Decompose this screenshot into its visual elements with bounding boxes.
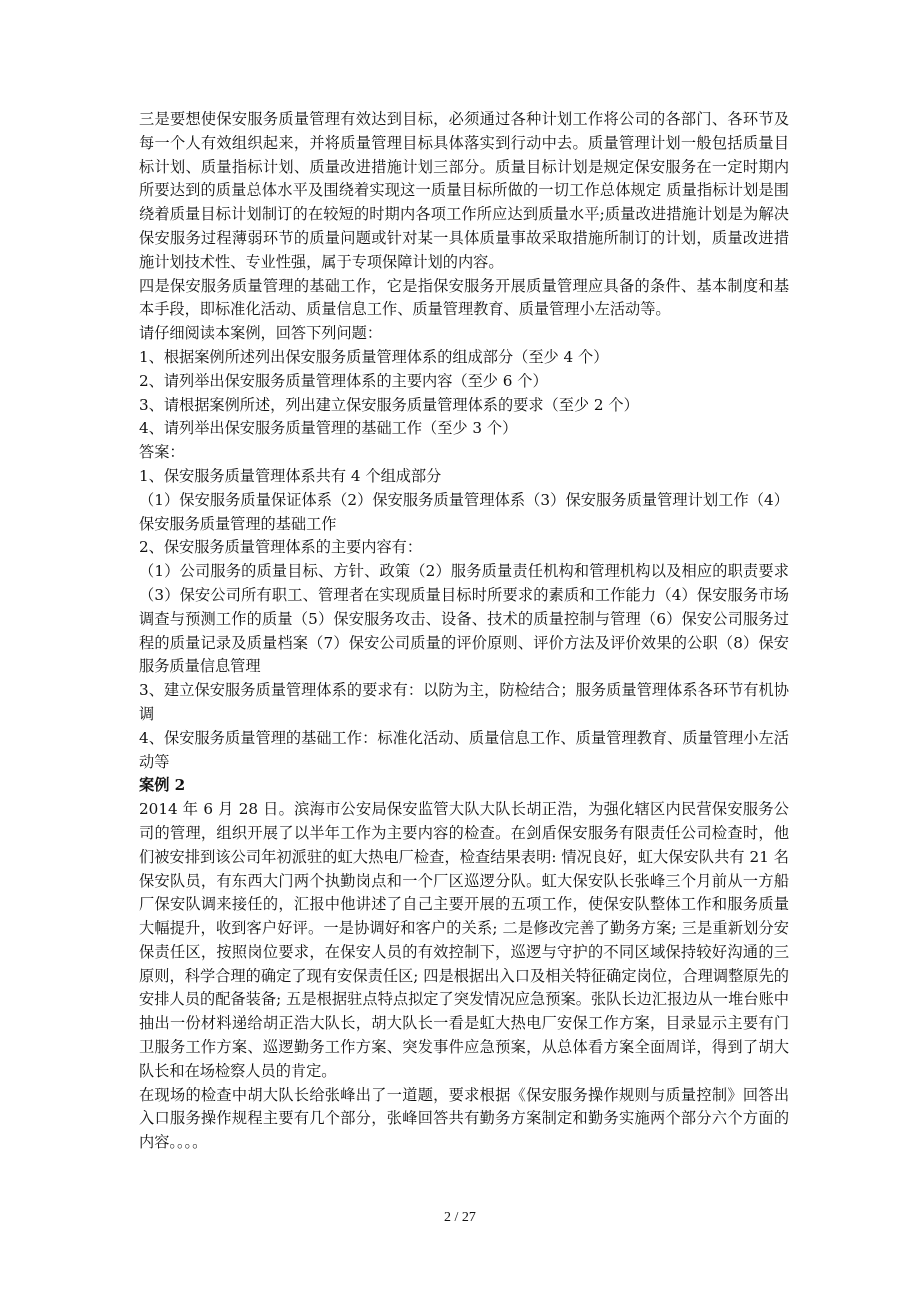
page-number: 2 / 27: [444, 1210, 476, 1225]
paragraph: 2014 年 6 月 28 日。滨海市公安局保安监管大队大队长胡正浩，为强化辖区内民营保安服务公司的管理，组织开展了以半年工作为主要内容的检查。在剑盾保安服务有限责任公司检查时，他们被安排到该公司年初派驻的虹大热电厂检查，检查结果表明: 情况良好，虹大保安队共有 21 名保安队员，有东西大门两个执勤岗点和一个厂区巡逻分队。虹大保安队长张峰三个月前从一方船厂保安队调来接任的，汇报中他讲述了自己主要开展的五项工作，使保安队整体工作和服务质量大幅提升，收到客户好评。一是协调好和客户的关系; 二是修改完善了勤务方案; 三是重新划分安保责任区，按照岗位要求，在保安人员的有效控制下，巡逻与守护的不同区域保持较好沟通的三原则，科学合理的确定了现有安保责任区; 四是根据出入口及相关特征确定岗位，合理调整原先的安排人员的配备装备; 五是根据驻点特点拟定了突发情况应急预案。张队长边汇报边从一堆台账中抽出一份材料递给胡正浩大队长，胡大队长一看是虹大热电厂安保工作方案，目录显示主要有门卫服务工作方案、巡逻勤务工作方案、突发事件应急预案，从总体看方案全面周详，得到了胡大队长和在场检察人员的肯定。: [139, 800, 789, 1080]
paragraph: 请仔细阅读本案例，回答下列问题：: [139, 324, 382, 343]
paragraph: 在现场的检查中胡大队长给张峰出了一道题，要求根据《保安服务操作规则与质量控制》回答出入口服务操作规程主要有几个部分，张峰回答共有勤务方案制定和勤务实施两个部分六个方面的内容。。。。: [139, 1085, 789, 1152]
answer-item: 2、保安服务质量管理体系的主要内容有：: [139, 538, 423, 557]
question-item: 3、请根据案例所述，列出建立保安服务质量管理体系的要求（至少 2 个）: [139, 395, 639, 414]
question-item: 1、根据案例所述列出保安服务质量管理体系的组成部分（至少 4 个）: [139, 347, 609, 366]
question-item: 4、请列举出保安服务质量管理的基础工作（至少 3 个）: [139, 419, 518, 438]
document-body: [139, 108, 789, 1155]
answer-item: （1）保安服务质量保证体系（2）保安服务质量管理体系（3）保安服务质量管理计划工作（4）保安服务质量管理的基础工作: [139, 490, 789, 533]
question-item: 2、请列举出保安服务质量管理体系的主要内容（至少 6 个）: [139, 371, 548, 390]
paragraph: 三是要想使保安服务质量管理有效达到目标，必须通过各种计划工作将公司的各部门、各环节及每一个人有效组织起来，并将质量管理目标具体落实到行动中去。质量管理计划一般包括质量目标计划、质量指标计划、质量改进措施计划三部分。质量目标计划是规定保安服务在一定时期内所要达到的质量总体水平及围绕着实现这一质量目标所做的一切工作总体规定 质量指标计划是围绕着质量目标计划制订的在较短的时期内各项工作所应达到质量水平;质量改进措施计划是为解决保安服务过程薄弱环节的质量问题或针对某一具体质量事故采取措施所制订的计划，质量改进措施计划技术性、专业性强，属于专项保障计划的内容。: [139, 110, 789, 271]
answer-item: 4、保安服务质量管理的基础工作：标准化活动、质量信息工作、质量管理教育、质量管理小左活动等: [139, 728, 789, 771]
answer-item: 1、保安服务质量管理体系共有 4 个组成部分: [139, 466, 442, 485]
answer-item: 3、建立保安服务质量管理体系的要求有：以防为主，防检结合；服务质量管理体系各环节有机协调: [139, 681, 789, 723]
paragraph: 四是保安服务质量管理的基础工作，它是指保安服务开展质量管理应具备的条件、基本制度和基本手段，即标准化活动、质量信息工作、质量管理教育、质量管理小左活动等。: [139, 276, 789, 319]
answer-item: （1）公司服务的质量目标、方针、政策（2）服务质量责任机构和管理机构以及相应的职责要求（3）保安公司所有职工、管理者在实现质量目标时所要求的素质和工作能力（4）保安服务市场调查与预测工作的质量（5）保安服务攻击、设备、技术的质量控制与管理（6）保安公司服务过程的质量记录及质量档案（7）保安公司质量的评价原则、评价方法及评价效果的公职（8）保安服务质量信息管理: [139, 562, 789, 676]
answer-heading: 答案：: [139, 443, 185, 462]
case-heading: 案例 2: [139, 776, 186, 795]
